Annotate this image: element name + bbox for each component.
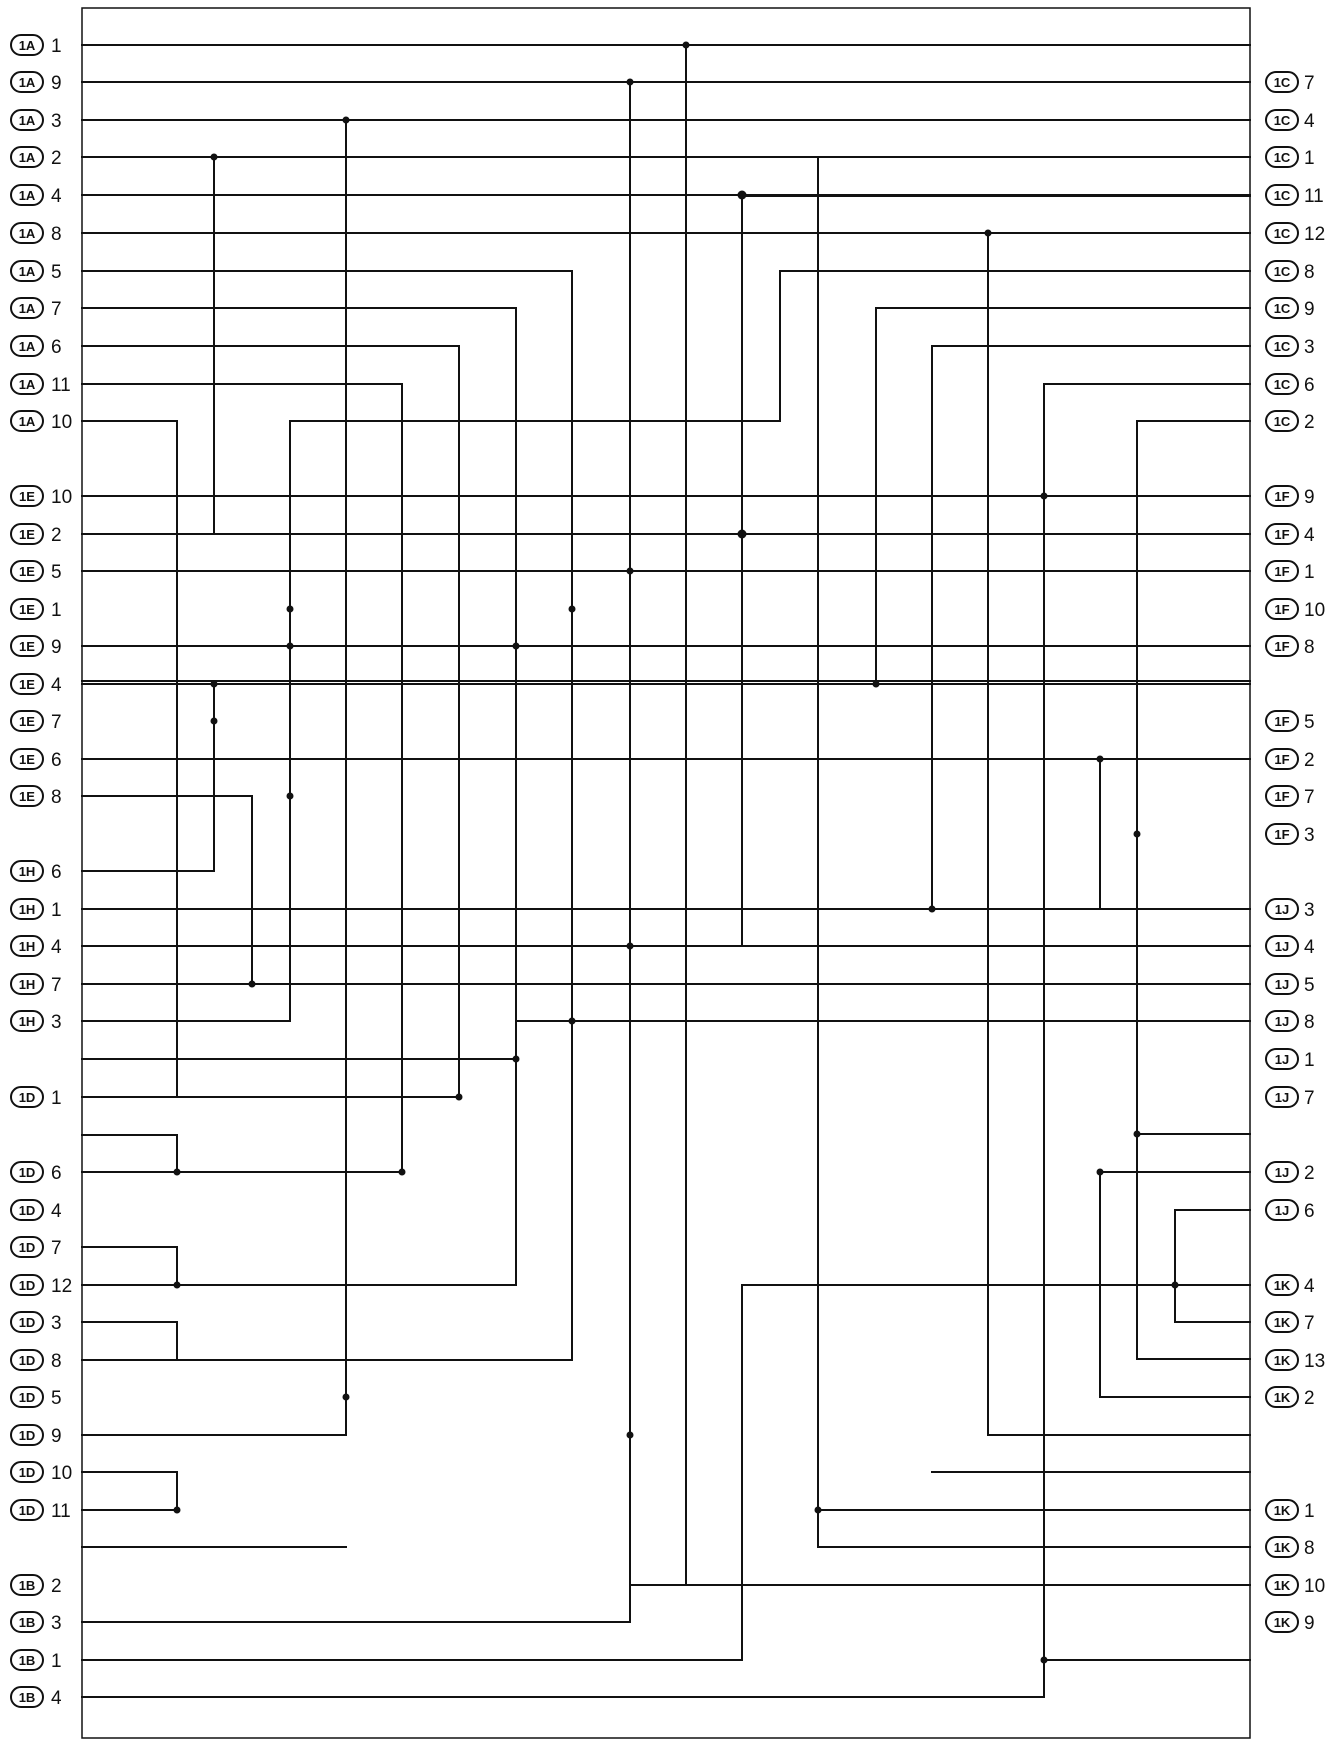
- right-pin-label: [1266, 261, 1315, 283]
- junction-dot: [513, 643, 520, 650]
- pin-number: 8: [1304, 262, 1315, 283]
- pin-number: 4: [51, 675, 62, 696]
- wire: [82, 796, 252, 984]
- connector-id: 1D: [18, 1165, 36, 1180]
- pin-number: 7: [1304, 787, 1315, 808]
- right-pin-label: [1266, 786, 1315, 808]
- pin-number: 6: [51, 337, 62, 358]
- connector-id: 1E: [19, 639, 35, 654]
- pin-number: 9: [51, 73, 62, 94]
- wire: [630, 946, 1250, 1585]
- connector-id: 1D: [18, 1428, 36, 1443]
- left-pin-label: [11, 110, 62, 132]
- connector-id: 1K: [1273, 1353, 1291, 1368]
- connector-id: 1A: [18, 188, 36, 203]
- right-pin-label: [1266, 936, 1315, 958]
- wire: [82, 1472, 177, 1510]
- left-pin-label: [11, 486, 72, 508]
- pin-number: 6: [51, 1163, 62, 1184]
- pin-number: 4: [1304, 111, 1315, 132]
- pin-number: 4: [1304, 937, 1315, 958]
- connector-id: 1C: [1273, 226, 1291, 241]
- connector-id: 1D: [18, 1503, 36, 1518]
- right-pin-label: [1266, 1387, 1315, 1409]
- pin-number: 10: [51, 487, 73, 508]
- pin-number: 7: [1304, 1088, 1315, 1109]
- pin-number: 9: [1304, 299, 1315, 320]
- connector-id: 1K: [1273, 1503, 1291, 1518]
- left-pin-label: [11, 711, 62, 733]
- right-pin-label: [1266, 1087, 1315, 1109]
- junction-dot: [627, 943, 634, 950]
- connector-id: 1F: [1274, 602, 1290, 617]
- pin-number: 5: [51, 562, 62, 583]
- junction-dot: [211, 681, 218, 688]
- left-pin-label: [11, 636, 62, 658]
- left-pin-label: [11, 1425, 62, 1447]
- pin-number: 10: [51, 1463, 73, 1484]
- junction-dot: [627, 1432, 634, 1439]
- pin-number: 5: [51, 1388, 62, 1409]
- connector-id: 1F: [1274, 527, 1290, 542]
- left-pin-label: [11, 374, 71, 396]
- right-pin-label: [1266, 336, 1315, 358]
- pin-number: 1: [1304, 1050, 1315, 1071]
- left-pin-label: [11, 1237, 62, 1259]
- right-pin-label: [1266, 1537, 1315, 1559]
- connector-id: 1A: [18, 339, 36, 354]
- junction-dot: [513, 1056, 520, 1063]
- right-pin-label: [1266, 185, 1324, 207]
- pin-number: 7: [51, 712, 62, 733]
- pin-number: 1: [51, 36, 62, 57]
- junction-dot: [174, 1282, 181, 1289]
- connector-id: 1D: [18, 1465, 36, 1480]
- pin-number: 6: [51, 862, 62, 883]
- pin-number: 9: [1304, 1613, 1315, 1634]
- junction-dot: [815, 1507, 822, 1514]
- junction-dot: [287, 793, 294, 800]
- right-pin-label: [1266, 486, 1315, 508]
- right-pin-label: [1266, 411, 1315, 433]
- pin-number: 8: [51, 224, 62, 245]
- wire: [82, 1322, 177, 1360]
- right-pin-label: [1266, 1162, 1315, 1184]
- connector-id: 1H: [18, 1014, 36, 1029]
- pin-number: 5: [1304, 712, 1315, 733]
- right-pin-label: [1266, 1275, 1315, 1297]
- junction-dot: [569, 606, 576, 613]
- connector-id: 1A: [18, 264, 36, 279]
- left-pin-label: [11, 1387, 62, 1409]
- pin-number: 11: [51, 1501, 71, 1522]
- pin-number: 8: [1304, 1538, 1315, 1559]
- pin-number: 2: [1304, 750, 1315, 771]
- pin-number: 3: [51, 1012, 62, 1033]
- connector-id: 1E: [19, 564, 35, 579]
- junction-dot: [456, 1094, 463, 1101]
- connector-id: 1C: [1273, 113, 1291, 128]
- connector-id: 1A: [18, 414, 36, 429]
- connector-id: 1E: [19, 527, 35, 542]
- connector-id: 1J: [1274, 939, 1290, 954]
- pin-number: 3: [51, 1313, 62, 1334]
- pin-number: 10: [1304, 600, 1326, 621]
- left-pin-label: [11, 861, 62, 883]
- right-pin-label: [1266, 1350, 1325, 1372]
- right-pin-label: [1266, 1312, 1315, 1334]
- right-pin-label: [1266, 374, 1315, 396]
- right-pin-label: [1266, 147, 1315, 169]
- connector-id: 1J: [1274, 1203, 1290, 1218]
- pin-number: 2: [1304, 1388, 1315, 1409]
- junction-dot: [211, 154, 218, 161]
- left-pin-label: [11, 261, 62, 283]
- pin-number: 1: [1304, 148, 1315, 169]
- connector-id: 1C: [1273, 188, 1291, 203]
- connector-id: 1J: [1274, 902, 1290, 917]
- junction-dot: [1097, 756, 1104, 763]
- junction-dot: [343, 1394, 350, 1401]
- left-pin-label: [11, 674, 62, 696]
- pin-number: 8: [51, 1351, 62, 1372]
- right-pin-label: [1266, 1011, 1315, 1033]
- pin-number: 3: [1304, 900, 1315, 921]
- pin-number: 9: [51, 637, 62, 658]
- pin-number: 9: [51, 1426, 62, 1447]
- right-pin-label: [1266, 1049, 1315, 1071]
- pin-number: 2: [51, 148, 62, 169]
- junction-dot: [287, 643, 294, 650]
- left-pin-label: [11, 35, 62, 57]
- pin-number: 13: [1304, 1351, 1326, 1372]
- right-pin-label: [1266, 561, 1315, 583]
- pin-number: 10: [1304, 1576, 1326, 1597]
- pin-number: 6: [51, 750, 62, 771]
- left-pin-label: [11, 974, 62, 996]
- junction-dot: [1134, 831, 1141, 838]
- left-pin-label: [11, 524, 62, 546]
- junction-dot: [627, 568, 634, 575]
- left-pin-label: [11, 298, 62, 320]
- junction-dot: [174, 1507, 181, 1514]
- right-pin-label: [1266, 974, 1315, 996]
- connector-id: 1K: [1273, 1315, 1291, 1330]
- right-connector-labels: [1266, 72, 1325, 1634]
- junction-dot: [929, 906, 936, 913]
- junctions: [174, 42, 1179, 1664]
- connector-id: 1E: [19, 677, 35, 692]
- connector-id: 1B: [18, 1615, 36, 1630]
- right-pin-label: [1266, 72, 1315, 94]
- pin-number: 11: [51, 375, 71, 396]
- left-pin-label: [11, 1312, 62, 1334]
- junction-dot: [569, 1018, 576, 1025]
- left-pin-label: [11, 1687, 62, 1709]
- left-pin-label: [11, 1011, 62, 1033]
- left-pin-label: [11, 411, 72, 433]
- junction-dot: [399, 1169, 406, 1176]
- pin-number: 3: [1304, 825, 1315, 846]
- junction-dot: [1172, 1282, 1179, 1289]
- connector-id: 1D: [18, 1278, 36, 1293]
- junction-dot: [1097, 1169, 1104, 1176]
- connector-id: 1C: [1273, 414, 1291, 429]
- connector-id: 1K: [1273, 1615, 1291, 1630]
- connector-id: 1C: [1273, 75, 1291, 90]
- left-pin-label: [11, 561, 62, 583]
- pin-number: 9: [1304, 487, 1315, 508]
- wire: [82, 1247, 177, 1285]
- pin-number: 12: [51, 1276, 73, 1297]
- left-pin-label: [11, 1087, 62, 1109]
- pin-number: 8: [1304, 637, 1315, 658]
- pin-number: 3: [51, 111, 62, 132]
- wire: [82, 684, 214, 871]
- pin-number: 3: [51, 1613, 62, 1634]
- right-pin-label: [1266, 1612, 1315, 1634]
- pin-number: 6: [1304, 1201, 1315, 1222]
- wire: [1175, 1210, 1250, 1322]
- junction-dot: [287, 606, 294, 613]
- wire: [82, 384, 402, 1172]
- pin-number: 11: [1304, 186, 1324, 207]
- pin-number: 4: [1304, 1276, 1315, 1297]
- left-pin-label: [11, 1650, 62, 1672]
- right-pin-label: [1266, 1575, 1325, 1597]
- left-pin-label: [11, 1612, 62, 1634]
- pin-number: 2: [1304, 412, 1315, 433]
- pin-number: 2: [51, 1576, 62, 1597]
- left-pin-label: [11, 1275, 72, 1297]
- connector-id: 1E: [19, 714, 35, 729]
- pin-number: 1: [51, 600, 62, 621]
- pin-number: 12: [1304, 224, 1326, 245]
- connector-id: 1H: [18, 864, 36, 879]
- wire: [988, 233, 1250, 1435]
- left-connector-labels: [11, 35, 72, 1709]
- right-pin-label: [1266, 223, 1325, 245]
- left-pin-label: [11, 599, 62, 621]
- left-pin-label: [11, 1350, 62, 1372]
- pin-number: 1: [51, 1088, 62, 1109]
- left-pin-label: [11, 1575, 62, 1597]
- right-pin-label: [1266, 1200, 1315, 1222]
- wire: [82, 1660, 1250, 1697]
- right-pin-label: [1266, 110, 1315, 132]
- pin-number: 4: [51, 937, 62, 958]
- connector-id: 1F: [1274, 752, 1290, 767]
- junction-dot: [1134, 1131, 1141, 1138]
- wire: [82, 82, 630, 1622]
- junction-dot: [174, 1169, 181, 1176]
- junction-dot: [627, 79, 634, 86]
- connector-id: 1A: [18, 150, 36, 165]
- pin-number: 5: [51, 262, 62, 283]
- junction-dot: [683, 42, 690, 49]
- connector-id: 1F: [1274, 489, 1290, 504]
- left-pin-label: [11, 1500, 71, 1522]
- right-pin-label: [1266, 636, 1315, 658]
- junction-dot: [1041, 493, 1048, 500]
- connector-id: 1A: [18, 113, 36, 128]
- connector-id: 1K: [1273, 1390, 1291, 1405]
- connector-id: 1D: [18, 1390, 36, 1405]
- wire: [82, 346, 1250, 909]
- connector-id: 1H: [18, 939, 36, 954]
- pin-number: 7: [1304, 73, 1315, 94]
- right-pin-label: [1266, 824, 1315, 846]
- wire: [1044, 384, 1250, 496]
- wire: [82, 271, 572, 1360]
- connector-id: 1E: [19, 489, 35, 504]
- connector-id: 1K: [1273, 1578, 1291, 1593]
- pin-number: 1: [1304, 562, 1315, 583]
- pin-number: 4: [51, 1201, 62, 1222]
- left-pin-label: [11, 786, 62, 808]
- pin-number: 2: [1304, 1163, 1315, 1184]
- connector-id: 1A: [18, 377, 36, 392]
- pin-number: 8: [51, 787, 62, 808]
- pin-number: 10: [51, 412, 73, 433]
- pin-number: 7: [51, 1238, 62, 1259]
- wire: [82, 1135, 177, 1172]
- right-pin-label: [1266, 711, 1315, 733]
- connector-id: 1A: [18, 75, 36, 90]
- connector-id: 1C: [1273, 150, 1291, 165]
- left-pin-label: [11, 1462, 72, 1484]
- connector-id: 1B: [18, 1690, 36, 1705]
- pin-number: 7: [1304, 1313, 1315, 1334]
- wires: [82, 45, 1250, 1697]
- connector-id: 1J: [1274, 1052, 1290, 1067]
- connector-id: 1F: [1274, 714, 1290, 729]
- connector-id: 1A: [18, 301, 36, 316]
- pin-number: 5: [1304, 975, 1315, 996]
- connector-id: 1E: [19, 602, 35, 617]
- connector-id: 1D: [18, 1203, 36, 1218]
- pin-number: 1: [1304, 1501, 1315, 1522]
- connector-id: 1B: [18, 1653, 36, 1668]
- connector-id: 1K: [1273, 1278, 1291, 1293]
- left-pin-label: [11, 1200, 62, 1222]
- junction-dot: [873, 681, 880, 688]
- diagram-frame: [82, 8, 1250, 1738]
- right-pin-label: [1266, 749, 1315, 771]
- left-pin-label: [11, 185, 62, 207]
- connector-id: 1J: [1274, 1014, 1290, 1029]
- right-pin-label: [1266, 599, 1325, 621]
- junction-dot: [738, 191, 747, 200]
- right-pin-label: [1266, 298, 1315, 320]
- left-pin-label: [11, 1162, 62, 1184]
- pin-number: 1: [51, 1651, 62, 1672]
- pin-number: 4: [51, 1688, 62, 1709]
- connector-id: 1D: [18, 1090, 36, 1105]
- connector-id: 1C: [1273, 339, 1291, 354]
- wire: [1137, 421, 1250, 1359]
- left-pin-label: [11, 749, 62, 771]
- wire: [82, 1021, 1250, 1059]
- connector-id: 1A: [18, 226, 36, 241]
- connector-id: 1E: [19, 752, 35, 767]
- pin-number: 7: [51, 299, 62, 320]
- connector-id: 1K: [1273, 1540, 1291, 1555]
- junction-dot: [738, 530, 747, 539]
- connector-id: 1A: [18, 38, 36, 53]
- left-pin-label: [11, 72, 62, 94]
- connector-id: 1J: [1274, 1090, 1290, 1105]
- connector-id: 1B: [18, 1578, 36, 1593]
- connector-id: 1F: [1274, 827, 1290, 842]
- left-pin-label: [11, 899, 62, 921]
- right-pin-label: [1266, 1500, 1315, 1522]
- connector-id: 1E: [19, 789, 35, 804]
- left-pin-label: [11, 223, 62, 245]
- pin-number: 3: [1304, 337, 1315, 358]
- left-pin-label: [11, 936, 62, 958]
- pin-number: 2: [51, 525, 62, 546]
- left-pin-label: [11, 336, 62, 358]
- right-pin-label: [1266, 524, 1315, 546]
- right-pin-label: [1266, 899, 1315, 921]
- connector-id: 1H: [18, 977, 36, 992]
- junction-dot: [1041, 1657, 1048, 1664]
- connector-id: 1F: [1274, 639, 1290, 654]
- wire: [1100, 759, 1250, 909]
- connector-id: 1J: [1274, 977, 1290, 992]
- junction-dot: [211, 718, 218, 725]
- pin-number: 7: [51, 975, 62, 996]
- pin-number: 1: [51, 900, 62, 921]
- connector-id: 1J: [1274, 1165, 1290, 1180]
- connector-id: 1C: [1273, 377, 1291, 392]
- junction-dot: [985, 230, 992, 237]
- connector-id: 1C: [1273, 264, 1291, 279]
- connector-id: 1D: [18, 1240, 36, 1255]
- pin-number: 8: [1304, 1012, 1315, 1033]
- connector-id: 1F: [1274, 789, 1290, 804]
- connector-id: 1D: [18, 1353, 36, 1368]
- connector-id: 1F: [1274, 564, 1290, 579]
- wire: [818, 157, 1250, 1547]
- pin-number: 4: [1304, 525, 1315, 546]
- junction-dot: [343, 117, 350, 124]
- left-pin-label: [11, 147, 62, 169]
- connector-id: 1D: [18, 1315, 36, 1330]
- connector-id: 1C: [1273, 301, 1291, 316]
- connector-id: 1H: [18, 902, 36, 917]
- pin-number: 4: [51, 186, 62, 207]
- pin-number: 6: [1304, 375, 1315, 396]
- junction-dot: [249, 981, 256, 988]
